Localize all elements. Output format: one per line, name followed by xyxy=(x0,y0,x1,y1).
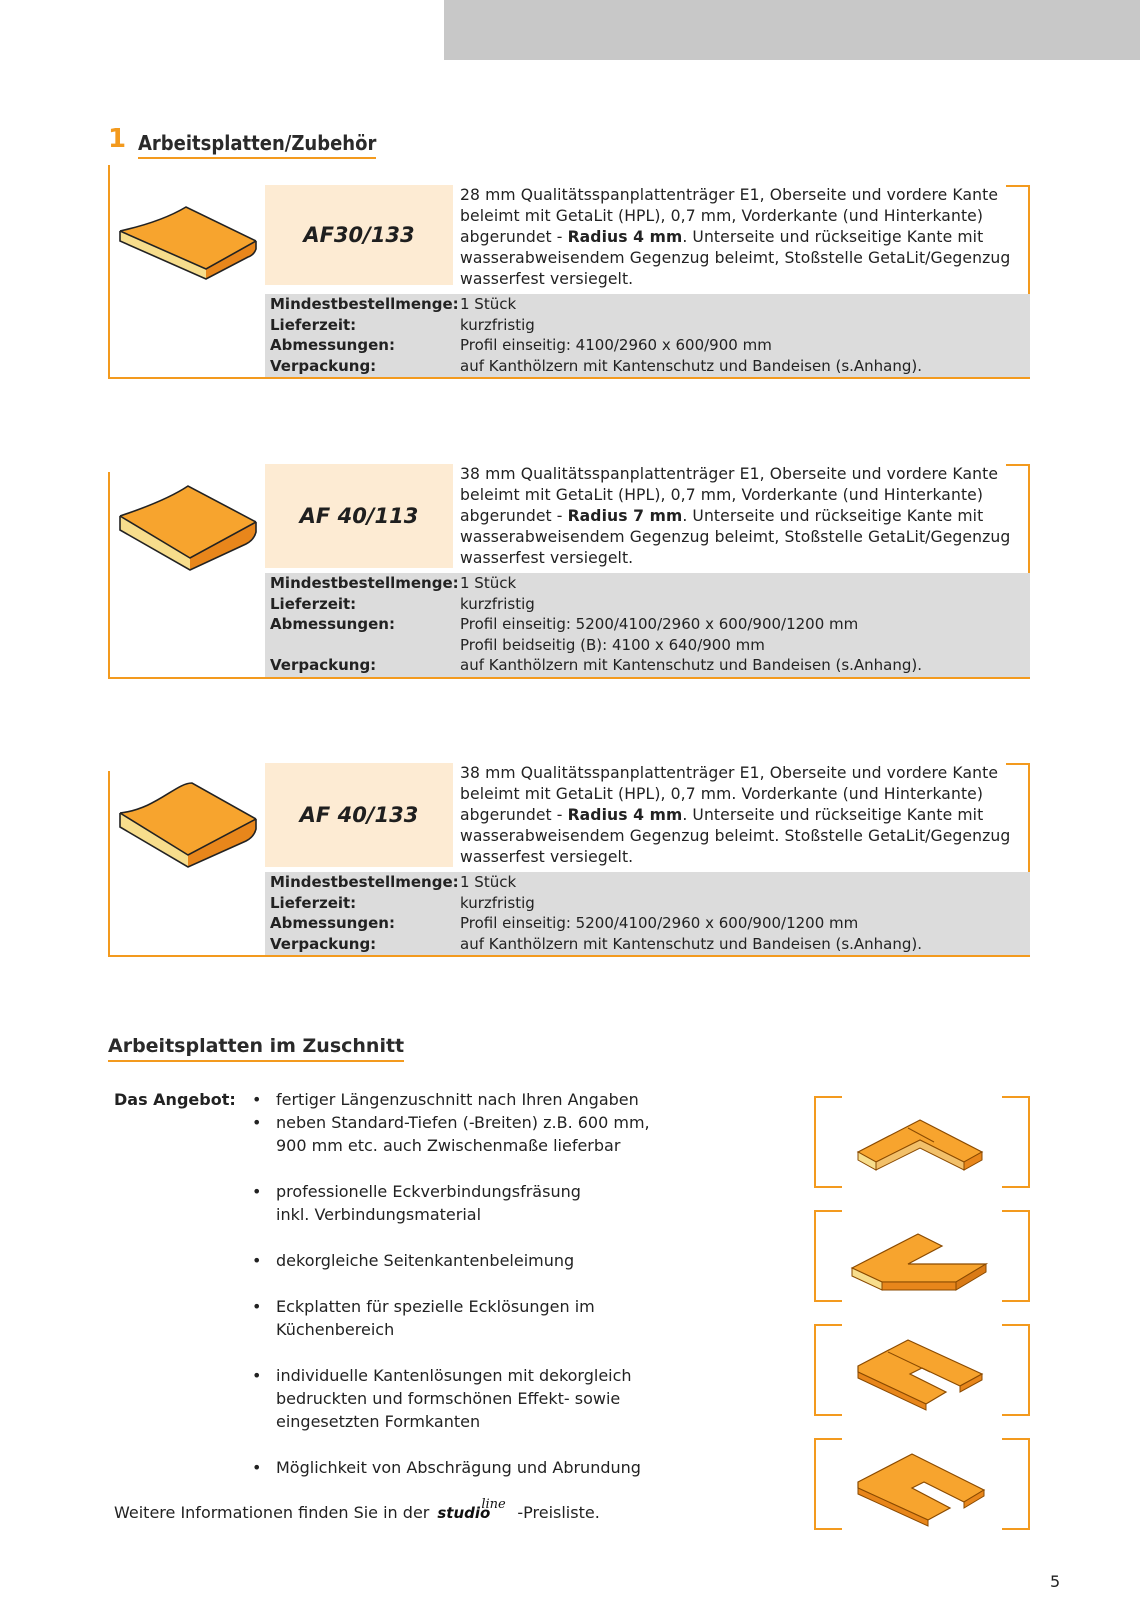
offer-item: • fertiger Längenzuschnitt nach Ihren Angaben xyxy=(248,1088,728,1111)
offer-item: • Eckplatten für spezielle Ecklösungen im Küchenbereich xyxy=(248,1295,596,1341)
product-description: 38 mm Qualitätsspanplattenträger E1, Oberseite und vordere Kante beleimt mit GetaLit (HPL), 0,7 mm. Vorderkante (und Hinterkante) abgerundet - Radius 4 mm. Unterseite und rückseitige Kante mit wasserabweisendem Gegenzug beleimt. Stoßstelle GetaLit/Gegenzug wasserfest versiegelt. xyxy=(460,764,1011,866)
product-code: AF30/133 xyxy=(303,223,415,247)
spec-row: Verpackung: auf Kanthölzern mit Kantenschutz und Bandeisen (s.Anhang). xyxy=(270,356,923,375)
spec-row: Verpackung: auf Kanthölzern mit Kantenschutz und Bandeisen (s.Anhang). xyxy=(270,934,923,953)
offer-item: • individuelle Kantenlösungen mit dekorgleich bedruckten und formschönen Effekt- sowie eingesetzten Formkanten xyxy=(248,1364,656,1433)
frame-left xyxy=(108,165,110,379)
section-title: Arbeitsplatten/Zubehör xyxy=(138,131,376,159)
spec-row: Mindestbestellmenge: 1 Stück xyxy=(270,574,517,592)
spec-row: Profil beidseitig (B): 4100 x 640/900 mm xyxy=(460,635,765,654)
header-bar xyxy=(444,0,1140,60)
spec-table xyxy=(265,573,1030,677)
frame-bottom xyxy=(108,955,1030,957)
worktop-profile-illustration xyxy=(116,193,258,293)
product-code-box xyxy=(265,464,453,568)
offer-item: • Möglichkeit von Abschrägung und Abrundung xyxy=(248,1456,728,1479)
product-description: 38 mm Qualitätsspanplattenträger E1, Oberseite und vordere Kante beleimt mit GetaLit (HPL), 0,7 mm, Vorderkante (und Hinterkante) abgerundet - Radius 7 mm. Unterseite und rückseitige Kante mit wasserabweisendem Gegenzug beleimt, Stoßstelle GetaLit/Gegenzug wasserfest versiegelt. xyxy=(460,465,1011,567)
spec-row: Lieferzeit: kurzfristig xyxy=(270,594,535,613)
spec-row: Abmessungen: Profil einseitig: 5200/4100/2960 x 600/900/1200 mm xyxy=(270,914,859,932)
corner-joint-illustration xyxy=(814,1324,1030,1416)
offer-list xyxy=(248,1088,728,1479)
frame-bottom xyxy=(108,677,1030,679)
info-line: Weitere Informationen finden Sie in der studio line -Preisliste. xyxy=(114,1497,600,1522)
worktop-profile-illustration xyxy=(116,474,258,574)
product-block xyxy=(108,763,1030,957)
spec-row: Lieferzeit: kurzfristig xyxy=(270,893,535,912)
spec-row: Lieferzeit: kurzfristig xyxy=(270,315,535,334)
worktop-profile-illustration xyxy=(116,773,258,873)
page-number: 5 xyxy=(1050,1572,1061,1591)
offer-item: • professionelle Eckverbindungsfräsung inkl. Verbindungsmaterial xyxy=(248,1180,596,1226)
frame-left xyxy=(108,771,110,957)
product-code: AF 40/133 xyxy=(299,803,419,827)
cutting-section-title: Arbeitsplatten im Zuschnitt xyxy=(108,1035,404,1062)
spec-row: Abmessungen: Profil einseitig: 5200/4100/2960 x 600/900/1200 mm xyxy=(270,615,859,633)
corner-joint-illustration xyxy=(814,1438,1030,1530)
spec-table xyxy=(265,872,1030,955)
frame-bottom xyxy=(108,377,1030,379)
product-description: 28 mm Qualitätsspanplattenträger E1, Oberseite und vordere Kante beleimt mit GetaLit (HPL), 0,7 mm, Vorderkante (und Hinterkante) abgerundet - Radius 4 mm. Unterseite und rückseitige Kante mit wasserabweisendem Gegenzug beleimt, Stoßstelle GetaLit/Gegenzug wasserfest versiegelt. xyxy=(460,186,1011,288)
product-code: AF 40/113 xyxy=(299,504,419,528)
spec-table xyxy=(265,294,1030,377)
spec-row: Mindestbestellmenge: 1 Stück xyxy=(270,295,517,313)
offer-item: • neben Standard-Tiefen (-Breiten) z.B. 600 mm, 900 mm etc. auch Zwischenmaße lieferbar xyxy=(248,1111,656,1157)
product-code-box xyxy=(265,185,453,285)
product-block xyxy=(108,185,1030,379)
corner-joint-illustration xyxy=(814,1210,1030,1302)
offer-label: Das Angebot: xyxy=(114,1090,236,1109)
offer-item: • dekorgleiche Seitenkantenbeleimung xyxy=(248,1249,728,1272)
frame-left xyxy=(108,472,110,679)
corner-joint-illustration xyxy=(814,1096,1030,1188)
studio-line-logo: studio line xyxy=(437,1497,506,1522)
spec-row: Abmessungen: Profil einseitig: 4100/2960 x 600/900 mm xyxy=(270,336,772,354)
product-block xyxy=(108,464,1030,679)
spec-row: Mindestbestellmenge: 1 Stück xyxy=(270,873,517,891)
product-code-box xyxy=(265,763,453,867)
section-number: 1 xyxy=(108,124,127,154)
spec-row: Verpackung: auf Kanthölzern mit Kantenschutz und Bandeisen (s.Anhang). xyxy=(270,656,923,674)
